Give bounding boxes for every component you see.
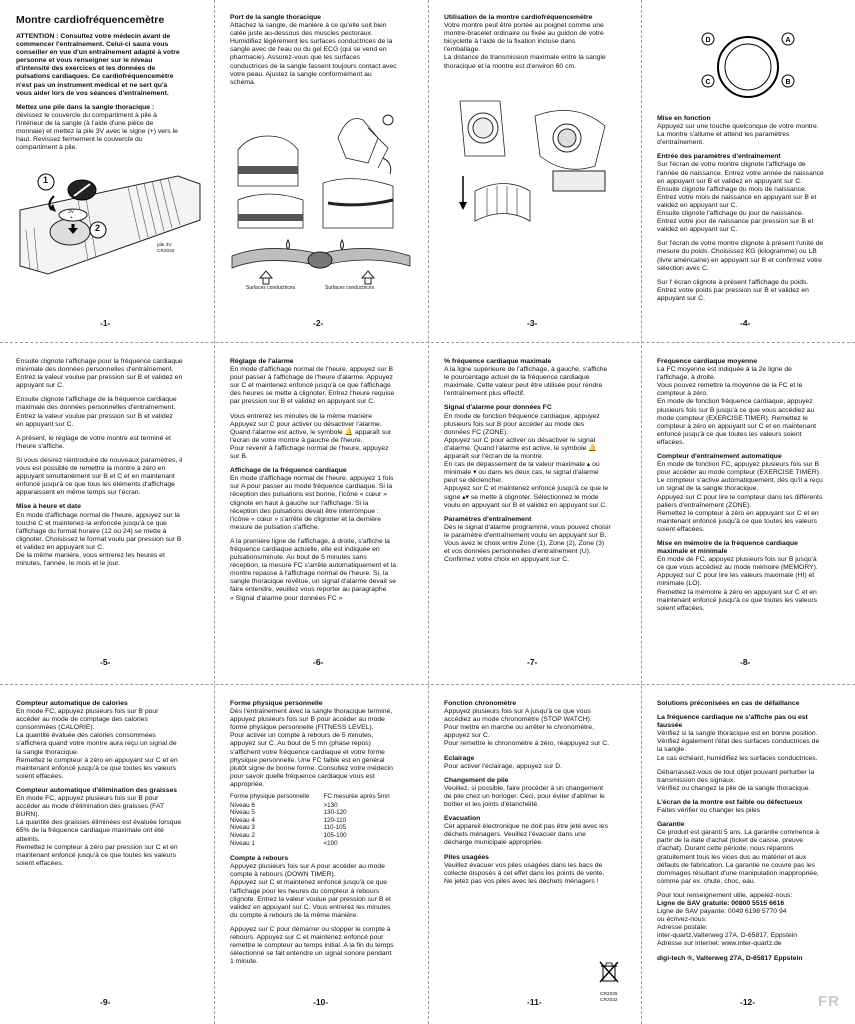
battery-voltage-mark: 3V <box>68 209 75 215</box>
watch-face-diagram <box>698 22 798 112</box>
battery-codes-label: CR2025 CR2032 <box>600 992 618 1003</box>
battery-instructions: dévissez le couvercle du compartiment à pile à l'intérieur de la sangle (à l'aide d'une pièce de monnaie) et mettez la pile 3V avec le signe (+) vers le haut. Revissez fermement le couvercle du compartiment à pile. <box>16 111 178 152</box>
average-hr-text: La FC moyenne est indiquée à la 2e ligne de l'affichage, à droite. Vous pouvez remettre la moyenne de la FC et le compteur à zéro. En mode de fonction fréquence cardiaque, appuyez plusieurs fois sur B jusqu'à ce que vous accédiez au mode compteur (EXERCISE TIMER). Remettez le compteur à zéro en appuyant sur C et en maintenant enfoncé jusqu'à ce que toutes les valeurs soient effacées. <box>657 366 817 446</box>
panel-11 <box>444 700 643 960</box>
contact-details: Ligne de SAV payante: 0049 6198 5770 94 ou écrivez-nous: Adresse postale: inter-quartz,Valterweg 27A, D-65817, Eppstein Adresse sur internet: www.inter-quartz.de <box>657 908 798 948</box>
countdown-text: Appuyez plusieurs fois sur A pour accéder au mode compte à rebours (DOWN TIMER). Appuyez sur C et maintenez enfoncé jusqu'à ce que l'affichage pour les heures du compteur à rebours clignote. Entrez la valeur voulue par pression sur B et validez en appuyant sur C. Vous entrerez les minutes du compte à rebours de la même manière. <box>230 863 391 919</box>
hr-alarm-heading: Signal d'alarme pour données FC <box>444 404 552 412</box>
table-cell-hr: <100 <box>323 839 338 847</box>
heart-rate-display-text: En mode d'affichage normal de l'heure, appuyez 1 fois sur A pour passer au mode fréquence cardiaque. Si la réception des pulsations est bonne, l'icône « cœur » clignote en haut à gauche sur l'affichage. Si la réception des pulsations devait être interrompue : l'icône « cœur » s'arrête de clignoter et la dernière mesure de pulsation s'affiche. <box>230 475 394 531</box>
page-number-9: -9- <box>100 997 111 1007</box>
table-cell-level: Niveau 5 <box>230 809 255 817</box>
fitness-level-table <box>230 793 404 847</box>
page-number-11: -11- <box>527 997 542 1007</box>
surface-label-right: Surfaces conductrices <box>325 285 375 291</box>
training-params-text: Sur l'écran de votre montre clignote l'affichage de l'année de naissance. Entrez votre année de naissance en appuyant sur B et validez en appuyant sur C. Ensuite clignote l'affichage du mois de naissance. Entrez votre mois de naissance en appuyant sur B et validez en appuyant sur C. Ensuite clignote l'affichage du jour de naissance. Entrez votre jour de naissance par pression sur B et validez en appuyant sur C. <box>657 161 824 234</box>
crossed-bin-icon <box>598 960 620 984</box>
max-hr-percent-heading: % fréquence cardiaque maximale <box>444 358 552 365</box>
table-cell-level: Niveau 4 <box>230 816 255 824</box>
power-on-text: Appuyez sur une touche quelconque de votre montre. La montre s'allume et attend les paramètres d'entraînement. <box>657 123 819 147</box>
free-hotline: Ligne de SAV gratuite: 00800 5515 6616 <box>657 899 785 907</box>
countdown-heading: Compte à rebours <box>230 855 289 863</box>
panel-3 <box>444 14 643 94</box>
fitness-level-text: Dès l'entraînement avec la sangle thoracique terminé, appuyez plusieurs fois sur B pour accéder au mode forme physique personnelle (FITNESS LEVEL). Pour activer un compte à rebours de 5 minutes, appuyez sur C. Au bout de 5 mn (phase repos) s'affichent votre fréquence cardiaque et votre forme physique personnelle. Une FC faible est en général plutôt signe de bonne forme. Consultez votre médecin pour savoir quelle fréquence cardiaque vous est appropriée. <box>230 708 393 788</box>
exercise-timer-heading: Compteur d'entraînement automatique <box>657 453 782 461</box>
page-number-3: -3- <box>527 318 538 328</box>
alarm-minutes-text: Vous entrerez les minutes de la même manière Appuyez sur C pour activer ou désactiver l'alarme. Quand l'alarme est active, le symbole 🔔 apparaît sur l'écran de votre montre à gauche de l'heure. Pour revenir à l'affichage normal de l'heure, appuyez sur B. <box>230 412 392 461</box>
watch-mounting-illustration <box>455 96 615 236</box>
training-zone-text: Dès le signal d'alarme programmé, vous pouvez choisir le paramètre d'entraînement voulu en appuyant sur B. Vous avez le choix entre Zone (1), Zone (2), Zone (3) et vos données personnelles d'entraînement (U). Confirmez votre choix en appuyant sur C. <box>444 523 611 564</box>
chest-strap-illustration <box>228 108 413 288</box>
fitness-table-header-hr: FC mesurée après 5mn <box>323 793 390 801</box>
watch-usage-text: Votre montre peut être portée au poignet comme une montre-bracelet ordinaire ou fixée au guidon de votre bicyclette à l'aide de la fixation incluse dans l'emballage. La distance de transmission maximale entre la sangle thoracique et la montre est d'environ 60 cm. <box>444 22 606 70</box>
calories-text: En mode FC, appuyez plusieurs fois sur B pour accéder au mode de comptage des calories consommées (CALORIE). La quantité évaluée des calories consommées s'affichera quand votre montre aura reçu un signal de la sangle thoracique. Remettez le compteur à zéro en appuyant sur C et en maintenant enfoncé jusqu'à ce que toutes les valeurs soient effacées. <box>16 708 178 780</box>
max-heart-rate-text: Ensuite clignote l'affichage de la fréquence cardiaque maximale des données personnelles d'entraînement. Entrez la valeur voulue par pression sur B et validez en appuyant sur C. <box>16 396 177 428</box>
power-on-heading: Mise en fonction <box>657 115 711 122</box>
memory-text: En mode de FC, appuyez plusieurs fois sur B jusqu'à ce que vous accédiez au mode mémoire (MEMORY). Appuyez sur C pour lire les valeurs maximale (HI) et minimale (LO). Remettez la mémoire à zéro en appuyant sur C et en maintenant enfoncé jusqu'à ce que toutes les valeurs soient effacées. <box>657 556 818 612</box>
max-hr-percent-text: A la ligne supérieure de l'affichage, à gauche, s'affiche le pourcentage actuel de la fréquence cardiaque maximale. Cette valeur peut être utilisée pour rendre l'entraînement plus effectif. <box>444 366 608 398</box>
panel-2 <box>230 14 429 114</box>
medical-warning: ATTENTION : Consultez votre médecin avant de commencer l'entraînement. Celui-ci saura vous conseiller en vue d'un entraînement adapté à votre personne et vous renseigner sur le niveau d'intensité des exercices et les données de pulsations cardiaques. Ce cardiofréquencemètre n'est pas un instrument médical et ne sert qu'à vous aider lors de vos séances d'entraînement. <box>16 33 180 97</box>
heart-rate-line-text: A la première ligne de l'affichage, à droite, s'affiche la fréquence cardiaque actuelle, elle est indiquée en pulsations/minute. Au bout de 5 minutes sans réception, la mesure FC s'arrête automatiquement et la montre repasse à l'affichage normal de l'heure. Si, la sangle thoracique revêtue, un signal d'alarme devait se faire entendre, veuillez vous reporter au paragraphe « Signal d'alarme pour données FC » <box>230 537 397 602</box>
fitness-level-heading: Forme physique personnelle <box>230 700 323 707</box>
heart-rate-display-heading: Affichage de la fréquence cardiaque <box>230 467 347 475</box>
memory-heading: Mise en mémoire de la fréquence cardiaque maximale et minimale <box>657 539 798 556</box>
company-footer: digi-tech ®, Valterweg 27A, D-65817 Eppstein <box>657 954 803 962</box>
setup-done-text: A présent, le réglage de votre montre est terminé et l'heure s'affiche. <box>16 434 171 450</box>
watch-usage-heading: Utilisation de la montre cardiofréquencemètre <box>444 14 593 21</box>
panel-7 <box>444 358 643 658</box>
panel-10 <box>230 700 429 990</box>
troubleshooting-heading: Solutions préconisées en cas de défaillance <box>657 700 800 707</box>
fitness-table-header-level: Forme physique personnelle <box>230 793 310 801</box>
warranty-heading: Garantie <box>657 821 685 829</box>
table-row <box>230 832 404 840</box>
table-cell-hr: 120-110 <box>323 816 347 824</box>
panel-12 <box>657 700 855 985</box>
disposal-heading: Evacuation <box>444 815 481 823</box>
page-number-2: -2- <box>313 318 324 328</box>
weight-unit-text: Sur l'écran de votre montre clignote à présent l'unité de mesure du poids. Choisissez KG (kilogramme) ou LB (livre américaine) en appuyant sur B et confirmez votre sélection avec C. <box>657 240 824 272</box>
battery-change-heading: Changement de pile <box>444 776 509 784</box>
fold-line-horizontal-1 <box>0 342 855 343</box>
stopwatch-heading: Fonction chronomètre <box>444 700 517 707</box>
display-weak-heading: L'écran de la montre est faible ou défectueux <box>657 798 803 806</box>
battery-heading: Mettez une pile dans la sangle thoracique : <box>16 103 155 111</box>
page-number-6: -6- <box>313 657 324 667</box>
backlight-text: Pour activer l'éclairage, appuyez sur D. <box>444 762 563 770</box>
weight-entry-text: Sur l' écran clignote à présent l'affichage du poids. Entrez votre poids par pression sur B et validez en appuyant sur C. <box>657 278 809 302</box>
table-cell-hr: >130 <box>323 801 338 809</box>
fat-burn-text: En mode FC, appuyez plusieurs fois sur B pour accéder au mode d'élimination des graisses (FAT BURN). La quantité des graisses éliminées est évaluée lorsque 65% de la fréquence cardiaque maximale ont été atteints. Remettez le compteur à zéro par pression sur C et en maintenant enfoncé jusqu'à ce que toutes les valeurs soient effacées. <box>16 795 182 867</box>
panel-9 <box>16 700 215 990</box>
strap-instructions: Attachez la sangle, de manière à ce qu'elle soit bien calée juste au-dessous des muscles pectoraux. Humidifiez légèrement les surfaces conductrices de la sangle avec de l'eau ou du gel ECG (qui se vend en pharmacie). Assurez-vous que les surfaces conductrices de la sangle fassent toujours contact avec votre peau. Ajustez la sangle conformément au schéma. <box>230 22 397 86</box>
table-cell-level: Niveau 1 <box>230 839 255 847</box>
button-label-d: D <box>705 37 711 44</box>
display-weak-text: Faites vérifier ou changer les piles <box>657 807 761 815</box>
button-label-b: B <box>785 79 791 86</box>
average-hr-heading: Fréquence cardiaque moyenne <box>657 358 758 365</box>
table-row <box>230 824 404 832</box>
time-date-heading: Mise à heure et date <box>16 503 81 511</box>
alarm-heading: Réglage de l'alarme <box>230 358 294 365</box>
button-label-a: A <box>785 37 791 44</box>
page-number-8: -8- <box>740 657 751 667</box>
panel-6 <box>230 358 429 658</box>
fitness-table-header <box>230 793 404 802</box>
hr-alarm-text: En mode de fonction fréquence cardiaque, appuyez plusieurs fois sur B pour accéder au mode des données FC (ZONE). Appuyez sur C pour activer ou désactiver le signal d'alarme. Quand l'alarme est active, le symbole 🔔 apparaît sur l'écran de la montre. En cas de dépassement de la valeur maximale ▴ ou minimale ▾ ou dans les deux cas, le signal d'alarme peut se déclencher. Appuyez sur C et maintenez enfoncé jusqu'à ce que le signe ▴▾ se mette à clignoter. Sélectionnez le mode voulu en appuyant sur B et validez en appuyant sur C. <box>444 412 609 509</box>
contact-intro: Pour tout renseignement utile, appelez-nous: <box>657 891 793 899</box>
page-number-12: -12- <box>740 997 756 1007</box>
battery-plus-mark: + <box>70 215 73 221</box>
panel-5 <box>16 358 215 658</box>
warranty-text: Ce produit est garanti 5 ans. La garantie commence à partir de la date d'achat (ticket de caisse, preuve d'achat). Durant cette période, nous réparons gratuitement tous les vices dus au matériel et aux défauts de fabrication. La garantie ne couvre pas les dommages résultant d'une manipulation inappropriée, comme par ex. chute, choc, eau. <box>657 829 820 885</box>
training-zone-heading: Paramètres d'entraînement <box>444 515 532 523</box>
reset-params-text: Si vous désirez réintroduire de nouveaux paramètres, il vous est possible de remettre la montre à zéro en appuyant simultanément sur B et C et en maintenant enfoncé jusqu'à ce que tous les éléments d'affichage apparaissent en même temps sur l'écran. <box>16 456 183 497</box>
page-number-7: -7- <box>527 657 538 667</box>
no-hr-text: Vérifiez si la sangle thoracique est en bonne position. Vérifiez également l'état des surfaces conductrices de la sangle. Le cas échéant, humidifiez les surfaces conductrices. <box>657 730 820 762</box>
table-row <box>230 809 404 817</box>
table-cell-hr: 110-105 <box>323 824 347 832</box>
training-params-heading: Entrée des paramètres d'entraînement <box>657 153 781 161</box>
table-cell-level: Niveau 3 <box>230 824 255 832</box>
page-number-1: -1- <box>100 318 111 328</box>
calories-heading: Compteur automatique de calories <box>16 700 128 707</box>
battery-insertion-illustration <box>18 170 203 280</box>
alarm-text: En mode d'affichage normal de l'heure, appuyez sur B pour passer à l'affichage de l'heure d'alarme. Appuyez sur C et maintenez enfoncé jusqu'à ce que l'affichage des heures se mette à clignoter. Entrez l'heure requise par pression sur B et validez en appuyant sur C. <box>230 366 395 406</box>
table-row <box>230 817 404 825</box>
fat-burn-heading: Compteur automatique d'élimination des graisses <box>16 786 177 794</box>
fold-line-horizontal-2 <box>0 684 855 685</box>
page-number-5: -5- <box>100 657 111 667</box>
table-cell-level: Niveau 2 <box>230 832 255 839</box>
backlight-heading: Eclairage <box>444 754 475 762</box>
language-tag: FR <box>818 993 840 1010</box>
battery-type-label: pile 3V CR2032 <box>157 243 175 254</box>
document-title: Montre cardiofréquencemètre <box>16 14 165 26</box>
page-number-4: -4- <box>740 318 751 328</box>
surface-label-left: Surfaces conductrices <box>246 285 296 291</box>
stopwatch-text: Appuyez plusieurs fois sur A jusqu'à ce que vous accédiez au mode chronomètre (STOP WATCH). Pour mettre en marche ou arrêter le chronomètre, appuyez sur C. Pour remettre le chronomètre à zéro, réappuyez sur C. <box>444 708 610 748</box>
button-label-c: C <box>705 79 711 86</box>
exercise-timer-text: En mode de fonction FC, appuyez plusieurs fois sur B pour accéder au mode compteur (EXERCISE TIMER). Le compteur s'active automatiquement, dès qu'il a reçu un signal de la sangle thoracique. Appuyez sur C pour lire le compteur dans les différents paliers d'entraînement (ZONE). Remettez le compteur à zéro en appuyant sur C et en maintenant enfoncé jusqu'à ce que toutes les valeurs soient effacées. <box>657 461 823 533</box>
no-hr-heading: La fréquence cardiaque ne s'affiche pas ou est faussée <box>657 714 808 730</box>
panel-8 <box>657 358 855 658</box>
step-1-number: 1 <box>43 175 49 185</box>
used-batteries-heading: Piles usagées <box>444 853 489 861</box>
panel-4 <box>657 115 855 315</box>
disposal-text: Cet appareil électronique ne doit pas être jeté avec les déchets ménagers. Veuillez l'évacuer dans une décharge municipale appropriée. <box>444 823 608 847</box>
battery-change-text: Veuillez, si possible, faire procéder à un changement de pile chez un horloger. Ceci, pour éviter d'abîmer le boîtier et les joints d'étanchéité. <box>444 784 605 809</box>
table-row <box>230 802 404 810</box>
table-row <box>230 840 404 848</box>
min-heart-rate-text: Ensuite clignote l'affichage pour la fréquence cardiaque minimale des données personnelles d'entraînement. Entrez la valeur voulue par pression sur B et validez en appuyant sur C. <box>16 358 183 390</box>
time-date-text: En mode d'affichage normal de l'heure, appuyez sur la touche C et maintenez-la enfoncée jusqu'à ce que l'affichage du format horaire (12 ou 24) se mette à clignoter. Choisissez le format voulu par pression sur B et validez en appuyant sur C. De la même manière, vous entrerez les heures et minutes, l'année, le mois et le jour. <box>16 511 182 568</box>
table-cell-hr: 130-120 <box>323 809 347 817</box>
page-number-10: -10- <box>313 997 329 1007</box>
table-cell-hr: 105-100 <box>323 832 347 839</box>
used-batteries-text: Veuillez évacuer vos piles usagées dans les bacs de collecte disposés à cet effet dans les points de vente. Ne jetez pas vos piles avec les déchets ménagers ! <box>444 861 605 885</box>
table-cell-level: Niveau 6 <box>230 801 255 809</box>
strap-heading: Port de la sangle thoracique <box>230 14 322 21</box>
step-2-number: 2 <box>95 223 101 233</box>
interference-text: Débarrassez-vous de tout objet pouvant perturber la transmission des signaux. Vérifiez ou changez la pile de la sangle thoracique. <box>657 768 815 792</box>
countdown-start-text: Appuyez sur C pour démarrer ou stopper le compte à rebours. Appuyez sur C et maintenez enfoncé pour remettre le compteur au temps initial. A la fin du temps sélectionné se fait entendre un signal sonore pendant 1 minute. <box>230 925 394 966</box>
